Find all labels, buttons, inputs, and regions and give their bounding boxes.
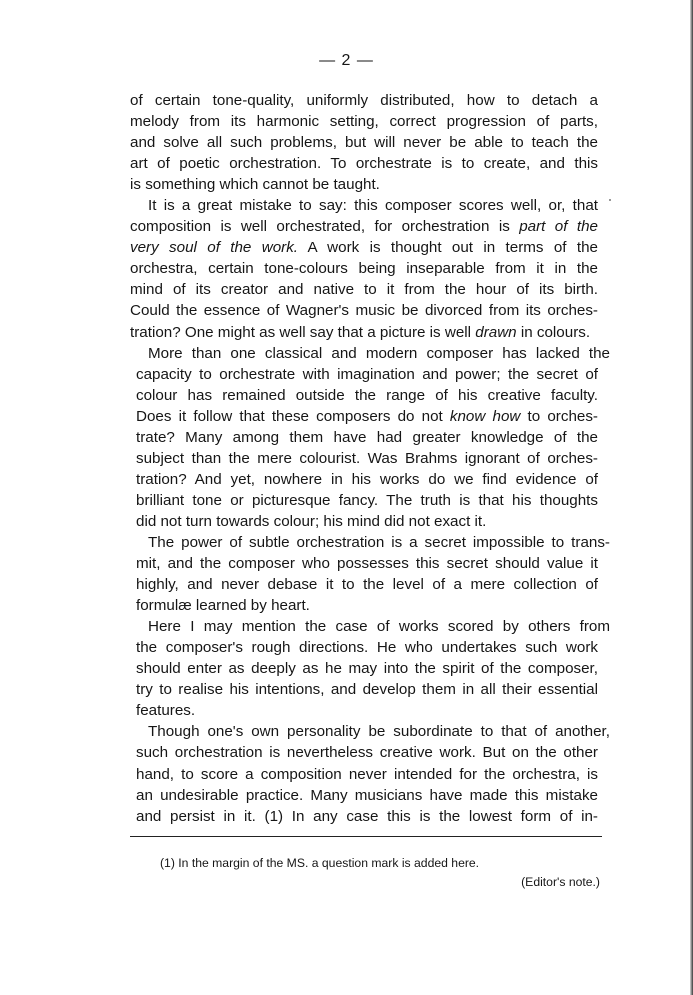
text-line: trate? Many among them have had greater knowledge of the: [136, 428, 598, 446]
text-line: hand, to score a composition never intended for the orchestra, is: [136, 765, 598, 783]
text-line: formulæ learned by heart.: [136, 597, 310, 615]
text-line: highly, and never debase it to the level of a mere collection of: [136, 576, 598, 594]
text-line: melody from its harmonic setting, correct progression of parts,: [130, 113, 598, 131]
footnote: [160, 854, 600, 892]
text-line: and solve all such problems, but will never be able to teach the: [130, 134, 598, 152]
text-line: Here I may mention the case of works scored by others from: [148, 618, 610, 636]
text-line: brilliant tone or picturesque fancy. The truth is that his thoughts: [136, 491, 598, 509]
footnote-text: (1) In the margin of the MS. a question mark is added here.: [160, 856, 480, 870]
text-line: the composer's rough directions. He who undertakes such work: [136, 639, 598, 657]
footnote-attribution: (Editor's note.): [521, 875, 600, 889]
paragraph: [130, 616, 610, 721]
text-line: Could the essence of Wagner's music be divorced from its orches-: [130, 302, 598, 320]
text-line: tration? And yet, nowhere in his works do we find evidence of: [136, 470, 598, 488]
paragraph: [130, 343, 610, 532]
text-line: The power of subtle orchestration is a secret impossible to trans-: [148, 533, 610, 551]
text-line: Does it follow that these composers do not know how to orches-: [136, 407, 598, 425]
text-line: such orchestration is nevertheless creative work. But on the other: [136, 744, 598, 762]
text-line: art of poetic orchestration. To orchestrate is to create, and this: [130, 155, 598, 173]
paragraph: [130, 90, 598, 195]
body-text: [130, 90, 610, 827]
footnote-rule: [130, 836, 602, 837]
text-line: Though one's own personality be subordinate to that of another,: [148, 723, 610, 741]
text-line: It is a great mistake to say: this composer scores well, or, that: [148, 197, 598, 215]
text-line: colour has remained outside the range of his creative faculty.: [136, 386, 598, 404]
text-line: an undesirable practice. Many musicians have made this mistake: [136, 786, 598, 804]
margin-speck: [609, 199, 611, 201]
text-line: should enter as deeply as he may into the spirit of the composer,: [136, 660, 598, 678]
text-line: mit, and the composer who possesses this secret should value it: [136, 555, 598, 573]
text-line: features.: [136, 702, 196, 720]
text-line: did not turn towards colour; his mind did not exact it.: [136, 512, 487, 530]
text-line: very soul of the work. A work is thought out in terms of the: [130, 239, 598, 257]
paragraph: [130, 195, 598, 342]
text-line: subject than the mere colourist. Was Brahms ignorant of orches-: [136, 449, 598, 467]
paragraph: [130, 721, 610, 826]
text-line: mind of its creator and native to it from the hour of its birth.: [130, 281, 598, 299]
text-line: capacity to orchestrate with imagination and power; the secret of: [136, 365, 598, 383]
page-number: — 2 —: [319, 52, 374, 69]
paragraph: [130, 532, 610, 616]
text-line: try to realise his intentions, and develop them in all their essential: [136, 681, 598, 699]
text-line: composition is well orchestrated, for orchestration is part of the: [130, 218, 598, 236]
text-line: orchestra, certain tone-colours being inseparable from it in the: [130, 260, 598, 278]
text-line: More than one classical and modern composer has lacked the: [148, 344, 610, 362]
text-line: of certain tone-quality, uniformly distributed, how to detach a: [130, 92, 598, 109]
text-line: and persist in it. (1) In any case this is the lowest form of in-: [136, 807, 598, 825]
text-line: tration? One might as well say that a picture is well drawn in colours.: [130, 323, 591, 341]
text-line: is something which cannot be taught.: [130, 176, 380, 194]
